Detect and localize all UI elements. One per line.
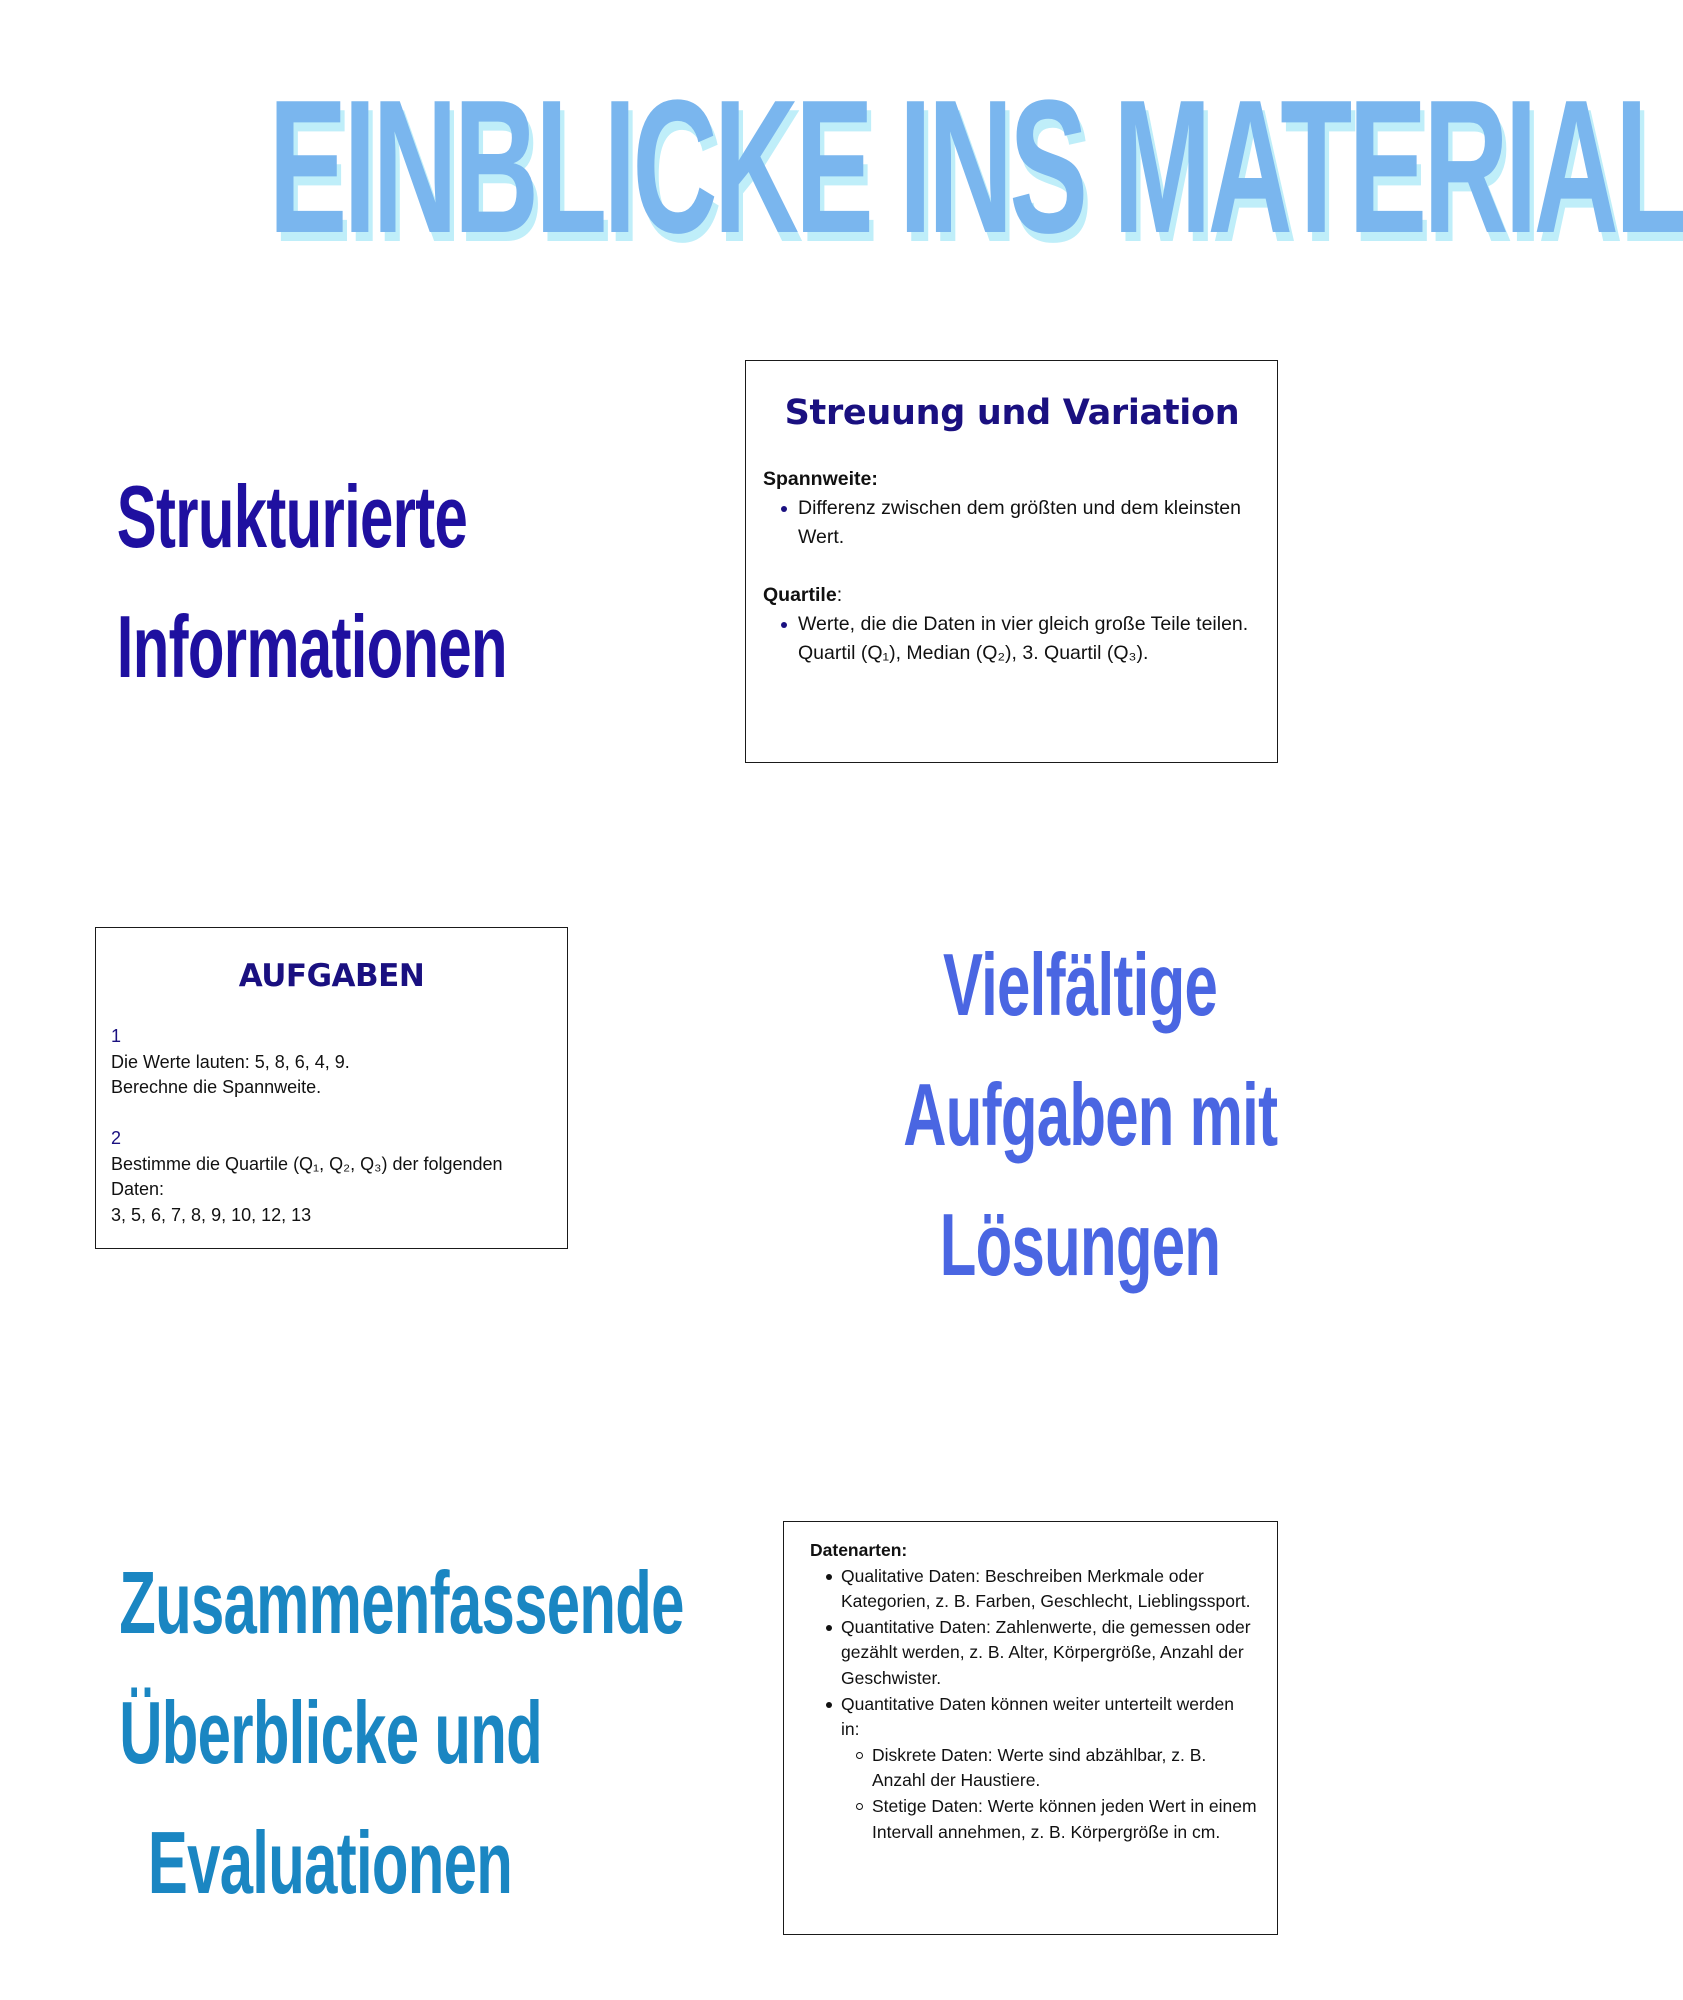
heading-zusammenfassende-ueberblicke xyxy=(119,1538,684,1928)
quartile-bullet-list xyxy=(763,610,1261,639)
task-line: Die Werte lauten: 5, 8, 6, 4, 9. xyxy=(111,1051,350,1072)
heading-strukturierte-informationen xyxy=(116,452,507,712)
quartile-bullet: Werte, die die Daten in vier gleich große Teile teilen. xyxy=(798,610,1261,639)
heading-line: Zusammenfassende xyxy=(119,1553,684,1652)
task-line: Berechne die Spannweite. xyxy=(111,1077,322,1097)
quartile-section xyxy=(763,581,1261,668)
spannweite-bullet: Differenz zwischen dem größten und dem kleinsten Wert. xyxy=(798,494,1261,552)
heading-line: Evaluationen xyxy=(147,1813,513,1912)
spannweite-term: Spannweite: xyxy=(763,468,878,490)
aufgaben-card-body xyxy=(111,1024,552,1228)
aufgaben-card-title: AUFGABEN xyxy=(238,958,425,994)
heading-line: Überblicke und xyxy=(119,1683,542,1782)
spannweite-term-line xyxy=(763,465,1261,494)
streuung-card-title: Streuung und Variation xyxy=(784,393,1240,433)
datenarten-card xyxy=(783,1521,1278,1935)
task-2 xyxy=(111,1126,552,1228)
task-line: Bestimme die Quartile (Q₁, Q₂, Q₃) der folgenden Daten: xyxy=(111,1153,503,1199)
streuung-card-body xyxy=(763,465,1261,668)
datenarten-item: Quantitative Daten: Zahlenwerte, die gemessen oder gezählt werden, z. B. Alter, Körpergröße, Anzahl der Geschwister. xyxy=(841,1615,1257,1692)
spannweite-section xyxy=(763,465,1261,552)
datenarten-heading: Datenarten: xyxy=(810,1540,908,1560)
streuung-card xyxy=(745,360,1278,763)
task-line: 3, 5, 6, 7, 8, 9, 10, 12, 13 xyxy=(111,1204,312,1225)
datenarten-sublist xyxy=(841,1743,1257,1845)
datenarten-item: Qualitative Daten: Beschreiben Merkmale oder Kategorien, z. B. Farben, Geschlecht, Lieblingssport. xyxy=(841,1564,1257,1615)
datenarten-subitem: Stetige Daten: Werte können jeden Wert in einem Intervall annehmen, z. B. Körpergröße in cm. xyxy=(872,1794,1257,1845)
datenarten-list xyxy=(810,1564,1257,1846)
quartile-term-line xyxy=(763,581,1261,610)
page-title: EINBLICKE INS MATERIAL xyxy=(268,61,1683,273)
quartile-extra-line: Quartil (Q₁), Median (Q₂), 3. Quartil (Q₃). xyxy=(798,642,1149,664)
heading-line: Lösungen xyxy=(939,1195,1221,1294)
heading-vielfaeltige-aufgaben xyxy=(903,920,1278,1310)
aufgaben-card xyxy=(95,927,568,1249)
heading-line: Vielfältige xyxy=(942,935,1218,1034)
quartile-term: Quartile xyxy=(763,584,837,606)
datenarten-item xyxy=(841,1692,1257,1846)
datenarten-subitem: Diskrete Daten: Werte sind abzählbar, z. B. Anzahl der Haustiere. xyxy=(872,1743,1257,1794)
quartile-term-suffix: : xyxy=(836,584,843,606)
task-1 xyxy=(111,1024,552,1101)
spannweite-bullet-list xyxy=(763,494,1261,552)
datenarten-card-body xyxy=(810,1538,1257,1845)
task-number: 2 xyxy=(111,1128,122,1148)
task-number: 1 xyxy=(111,1026,122,1046)
heading-line: Aufgaben mit xyxy=(903,1065,1278,1164)
heading-line: Strukturierte xyxy=(116,467,468,566)
heading-line: Informationen xyxy=(116,597,507,696)
datenarten-item-text: Quantitative Daten können weiter unterteilt werden in: xyxy=(841,1693,1235,1740)
